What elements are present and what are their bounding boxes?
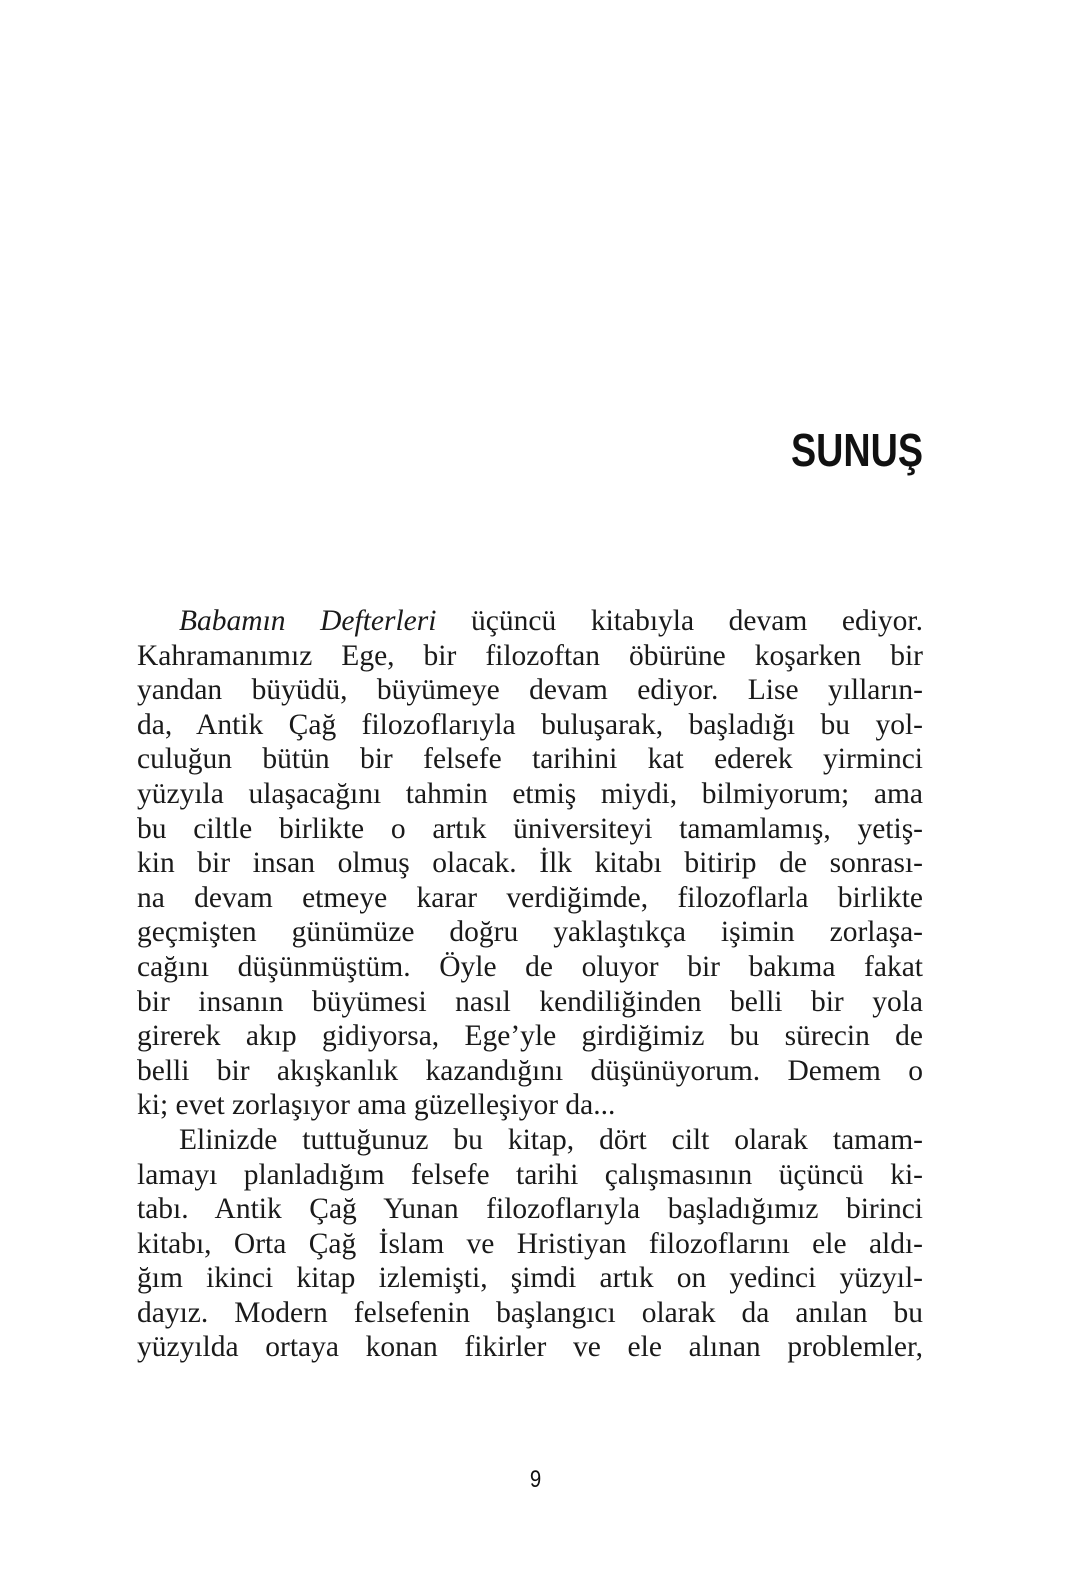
text-line: lamayı planladığım felsefe tarihi çalışmasının üçüncü ki- — [137, 1158, 923, 1191]
book-title-italic: Babamın Defterleri — [179, 605, 437, 637]
text-line: girerek akıp gidiyorsa, Ege’yle girdiğimiz bu sürecin de — [137, 1020, 923, 1053]
text-line: kitabı, Orta Çağ İslam ve Hristiyan filozoflarını ele aldı- — [137, 1227, 923, 1260]
chapter-title: SUNUŞ — [790, 423, 923, 476]
text-line: dayız. Modern felsefenin başlangıcı olarak da anılan bu — [137, 1296, 923, 1329]
text-line — [137, 604, 923, 639]
paragraph-1 — [137, 604, 923, 1123]
text-line: bu ciltle birlikte o artık üniversiteyi tamamlamış, yetiş- — [137, 812, 923, 845]
text-line: cağını düşünmüştüm. Öyle de oluyor bir bakıma fakat — [137, 950, 923, 983]
text-line: yüzyıla ulaşacağını tahmin etmiş miydi, bilmiyorum; ama — [137, 777, 923, 810]
text-line: Elinizde tuttuğunuz bu kitap, dört cilt olarak tamam- — [179, 1123, 923, 1156]
text-line-rest: üçüncü kitabıyla devam ediyor. — [436, 605, 923, 637]
text-line: belli bir akışkanlık kazandığını düşünüyorum. Demem o — [137, 1054, 923, 1087]
paragraph-2 — [137, 1123, 923, 1365]
body-text — [137, 604, 923, 1365]
text-line: yandan büyüdü, büyümeye devam ediyor. Lise yılların- — [137, 674, 923, 707]
text-line: kin bir insan olmuş olacak. İlk kitabı bitirip de sonrası- — [137, 847, 923, 880]
text-line: geçmişten günümüze doğru yaklaştıkça işimin zorlaşa- — [137, 916, 923, 949]
text-line: na devam etmeye karar verdiğimde, filozoflarla birlikte — [137, 881, 923, 914]
text-line: Kahramanımız Ege, bir filozoftan öbürüne koşarken bir — [137, 639, 923, 672]
text-line: yüzyılda ortaya konan fikirler ve ele alınan problemler, — [137, 1331, 923, 1364]
text-line: bir insanın büyümesi nasıl kendiliğinden belli bir yola — [137, 985, 923, 1018]
text-line: tabı. Antik Çağ Yunan filozoflarıyla başladığımız birinci — [137, 1193, 923, 1226]
page-number: 9 — [529, 1466, 542, 1493]
text-line: ğım ikinci kitap izlemişti, şimdi artık on yedinci yüzyıl- — [137, 1262, 923, 1295]
text-line: ki; evet zorlaşıyor ama güzelleşiyor da... — [137, 1089, 616, 1122]
text-line: culuğun bütün bir felsefe tarihini kat ederek yirminci — [137, 743, 923, 776]
text-line: da, Antik Çağ filozoflarıyla buluşarak, başladığı bu yol- — [137, 708, 923, 741]
